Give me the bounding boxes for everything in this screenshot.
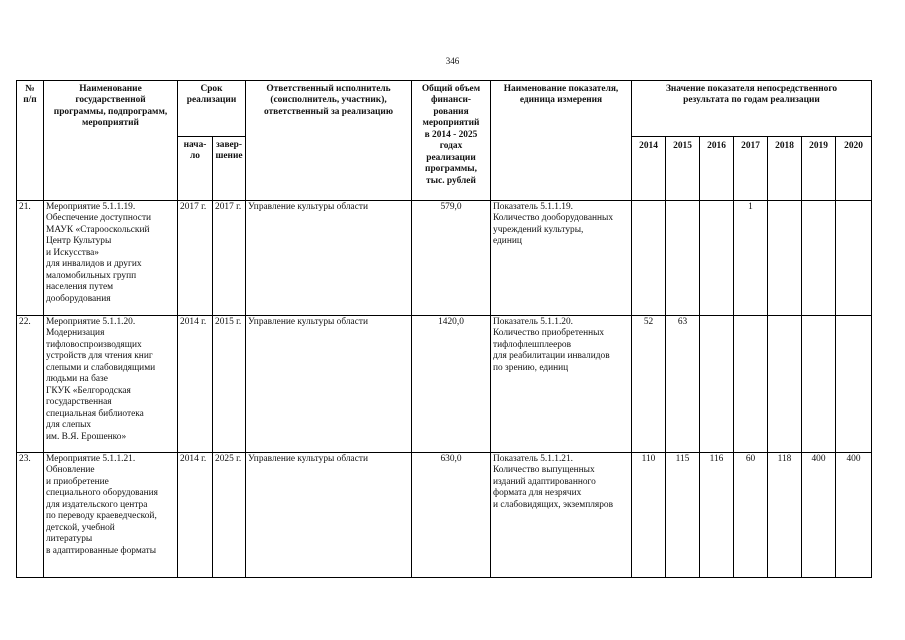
- header-row-1: [17, 81, 872, 137]
- value-2020: 400: [836, 453, 872, 578]
- year-header-2017: 2017: [734, 137, 768, 201]
- value-2014: [632, 201, 666, 316]
- value-2020: [836, 201, 872, 316]
- row-number: 21.: [17, 201, 44, 316]
- value-2018: 118: [768, 453, 802, 578]
- row-number: 22.: [17, 316, 44, 453]
- measure-name: Мероприятие 5.1.1.20. Модернизация тифловоспроизводящих устройств для чтения книг слепыми и слабовидящими людьми на базе ГКУК «Белгородская государственная специальная библиотека для слепых им. В.Я. Ерошенко»: [44, 316, 178, 453]
- year-header-2016: 2016: [700, 137, 734, 201]
- executor: Управление культуры области: [246, 316, 412, 453]
- indicator-name: Показатель 5.1.1.20. Количество приобретенных тифлофлешплееров для реабилитации инвалидов по зрению, единиц: [491, 316, 632, 453]
- term-start: 2017 г.: [178, 201, 213, 316]
- col-term-end-header: завер- шение: [213, 137, 246, 201]
- value-2019: [802, 201, 836, 316]
- col-num-header: № п/п: [17, 81, 44, 201]
- table-row: [17, 201, 872, 316]
- value-2018: [768, 201, 802, 316]
- col-term-start-header: нача- ло: [178, 137, 213, 201]
- value-2015: 115: [666, 453, 700, 578]
- year-header-2015: 2015: [666, 137, 700, 201]
- year-header-2014: 2014: [632, 137, 666, 201]
- col-values-header: Значение показателя непосредственного результата по годам реализации: [632, 81, 872, 137]
- value-2020: [836, 316, 872, 453]
- value-2017: 60: [734, 453, 768, 578]
- value-2016: 116: [700, 453, 734, 578]
- col-executor-header: Ответственный исполнитель (соисполнитель, участник), ответственный за реализацию: [246, 81, 412, 201]
- funding-volume: 1420,0: [412, 316, 491, 453]
- indicator-name: Показатель 5.1.1.21. Количество выпущенных изданий адаптированного формата для незрячих и слабовидящих, экземпляров: [491, 453, 632, 578]
- term-start: 2014 г.: [178, 453, 213, 578]
- col-term-header: Срок реализации: [178, 81, 246, 137]
- year-header-2020: 2020: [836, 137, 872, 201]
- year-header-2019: 2019: [802, 137, 836, 201]
- value-2019: [802, 316, 836, 453]
- value-2014: 110: [632, 453, 666, 578]
- executor: Управление культуры области: [246, 201, 412, 316]
- term-end: 2017 г.: [213, 201, 246, 316]
- col-indicator-header: Наименование показателя, единица измерения: [491, 81, 632, 201]
- term-start: 2014 г.: [178, 316, 213, 453]
- funding-volume: 630,0: [412, 453, 491, 578]
- executor: Управление культуры области: [246, 453, 412, 578]
- measure-name: Мероприятие 5.1.1.19. Обеспечение доступности МАУК «Старооскольский Центр Культуры и Искусства» для инвалидов и других маломобильных групп населения путем дооборудования: [44, 201, 178, 316]
- value-2016: [700, 201, 734, 316]
- funding-volume: 579,0: [412, 201, 491, 316]
- value-2017: [734, 316, 768, 453]
- value-2014: 52: [632, 316, 666, 453]
- term-end: 2015 г.: [213, 316, 246, 453]
- row-number: 23.: [17, 453, 44, 578]
- value-2015: 63: [666, 316, 700, 453]
- term-end: 2025 г.: [213, 453, 246, 578]
- program-table: [16, 80, 872, 578]
- page-number: 346: [445, 56, 460, 66]
- value-2018: [768, 316, 802, 453]
- year-header-2018: 2018: [768, 137, 802, 201]
- col-name-header: Наименование государственной программы, подпрограмм, мероприятий: [44, 81, 178, 201]
- table-row: [17, 453, 872, 578]
- table-row: [17, 316, 872, 453]
- indicator-name: Показатель 5.1.1.19. Количество дооборудованных учреждений культуры, единиц: [491, 201, 632, 316]
- value-2016: [700, 316, 734, 453]
- value-2019: 400: [802, 453, 836, 578]
- measure-name: Мероприятие 5.1.1.21. Обновление и приобретение специального оборудования для издательского центра по переводу краеведческой, детской, учебной литературы в адаптированные форматы: [44, 453, 178, 578]
- value-2017: 1: [734, 201, 768, 316]
- value-2015: [666, 201, 700, 316]
- col-volume-header: Общий объем финанси- рования мероприятий в 2014 - 2025 годах реализации программы, тыс. рублей: [412, 81, 491, 201]
